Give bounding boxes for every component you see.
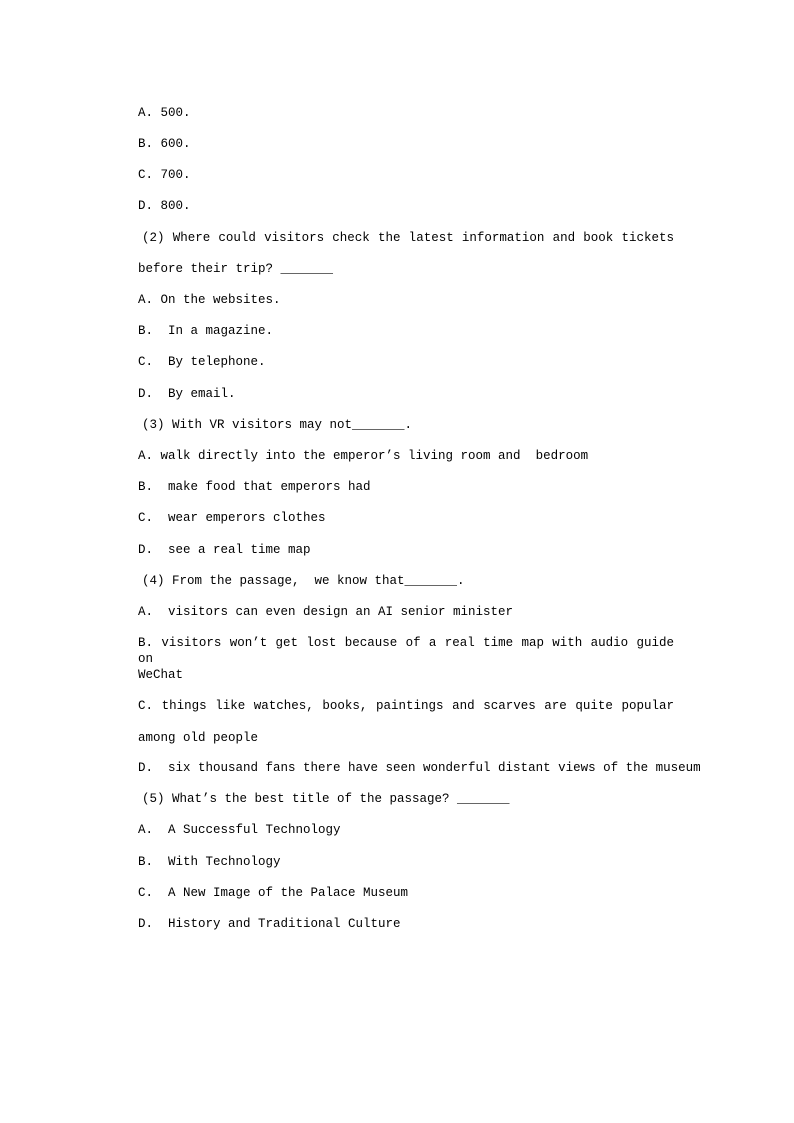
q2-option-c: C. By telephone.: [138, 355, 266, 369]
option-d-800: D. 800.: [138, 199, 191, 213]
q4-option-b-line-2: WeChat: [138, 668, 184, 682]
q4-option-a: A. visitors can even design an AI senior minister: [138, 605, 514, 619]
q4-option-b-line-1: B. visitors won’t get lost because of a real time map with audio guide on: [138, 636, 674, 666]
q3-option-b: B. make food that emperors had: [138, 480, 371, 494]
option-a-500: A. 500.: [138, 106, 191, 120]
option-c-700: C. 700.: [138, 168, 191, 182]
q5-option-b: B. With Technology: [138, 855, 281, 869]
question-2-line-1: (2) Where could visitors check the latest information and book tickets: [142, 231, 674, 245]
question-5: (5) What’s the best title of the passage? _______: [142, 792, 510, 806]
q4-option-d: D. six thousand fans there have seen wonderful distant views of the museum: [138, 761, 701, 775]
q2-option-b: B. In a magazine.: [138, 324, 274, 338]
question-2-line-2: before their trip? _______: [138, 262, 334, 276]
q4-option-c-line-2: among old people: [138, 731, 259, 745]
question-3: (3) With VR visitors may not_______.: [142, 418, 413, 432]
option-b-600: B. 600.: [138, 137, 191, 151]
q5-option-c: C. A New Image of the Palace Museum: [138, 886, 409, 900]
question-4: (4) From the passage, we know that_______.: [142, 574, 465, 588]
q5-option-d: D. History and Traditional Culture: [138, 917, 401, 931]
q3-option-c: C. wear emperors clothes: [138, 511, 326, 525]
q3-option-d: D. see a real time map: [138, 543, 311, 557]
q5-option-a: A. A Successful Technology: [138, 823, 341, 837]
q3-option-a: A. walk directly into the emperor’s living room and bedroom: [138, 449, 589, 463]
q2-option-d: D. By email.: [138, 387, 236, 401]
q2-option-a: A. On the websites.: [138, 293, 281, 307]
q4-option-c-line-1: C. things like watches, books, paintings and scarves are quite popular: [138, 699, 674, 713]
